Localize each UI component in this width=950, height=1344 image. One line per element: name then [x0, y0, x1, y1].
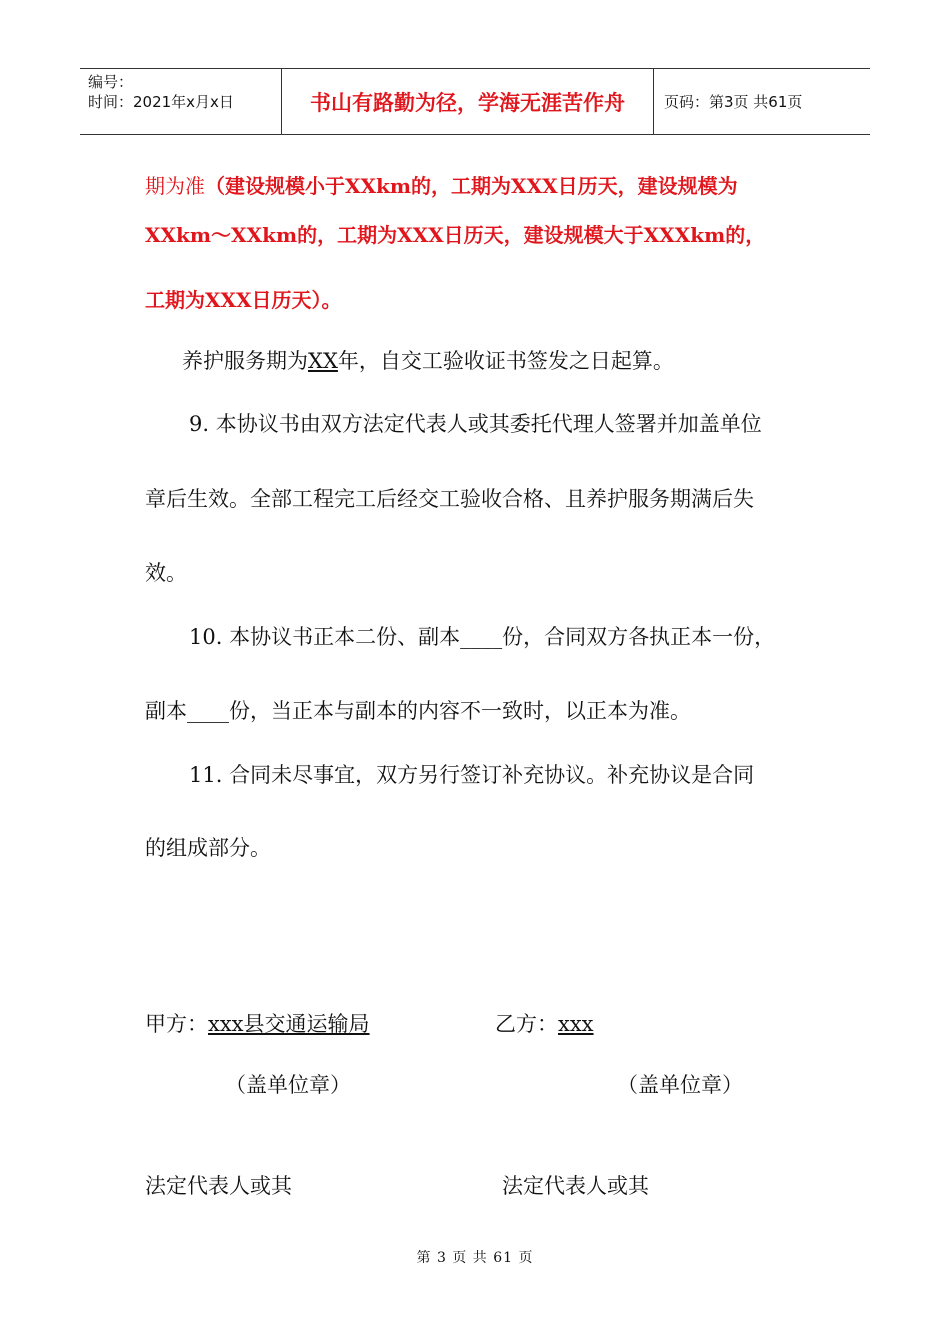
party-a-seal: （盖单位章） — [225, 1073, 351, 1097]
clause-10-line-2: 副本____份，当正本与副本的内容不一致时，以正本为准。 — [145, 699, 691, 723]
header-meta — [80, 69, 282, 134]
party-a-representative: 法定代表人或其 — [145, 1174, 292, 1198]
page-header — [80, 68, 870, 135]
header-motto: 书山有路勤为径，学海无涯苦作舟 — [282, 69, 654, 134]
red-note-line-3: 工期为XXX日历天）。 — [145, 288, 342, 312]
party-b-seal: （盖单位章） — [617, 1073, 743, 1097]
page-footer: 第 3 页 共 61 页 — [416, 1250, 534, 1266]
red-note-rest: （建设规模小于XXkm的，工期为XXX日历天，建设规模为 — [205, 174, 738, 198]
party-a-label: 甲方： — [145, 1012, 208, 1036]
maintenance-suffix: 年，自交工验收证书签发之日起算。 — [337, 349, 674, 373]
clause-9-line-2: 章后生效。全部工程完工后经交工验收合格、且养护服务期满后失 — [145, 487, 754, 511]
party-a-name: xxx县交通运输局 — [208, 1012, 370, 1036]
party-b — [495, 1008, 594, 1038]
party-b-representative: 法定代表人或其 — [502, 1174, 649, 1198]
red-note-line-2: XXkm～XXkm的，工期为XXX日历天，建设规模大于XXXkm的， — [145, 223, 766, 247]
party-b-name: xxx — [558, 1012, 594, 1036]
clause-10-line-1: 10. 本协议书正本二份、副本____份，合同双方各执正本一份， — [189, 625, 776, 649]
clause-11-line-1: 11. 合同未尽事宜，双方另行签订补充协议。补充协议是合同 — [189, 763, 755, 787]
red-note-line-1 — [145, 170, 738, 199]
party-a — [145, 1008, 370, 1038]
document-time-label: 时间：2021年x月x日 — [88, 93, 234, 111]
maintenance-prefix: 养护服务期为 — [182, 349, 308, 373]
red-note-start: 期为准 — [145, 174, 205, 198]
document-number-label: 编号： — [88, 73, 134, 91]
party-b-label: 乙方： — [495, 1012, 558, 1036]
maintenance-years: XX — [308, 349, 338, 373]
clause-9-line-3: 效。 — [145, 561, 187, 585]
clause-11-line-2: 的组成部分。 — [145, 836, 271, 860]
header-page-number: 页码：第3页 共61页 — [664, 93, 803, 111]
maintenance-period-line — [182, 345, 674, 375]
clause-9-line-1: 9. 本协议书由双方法定代表人或其委托代理人签署并加盖单位 — [189, 412, 762, 436]
